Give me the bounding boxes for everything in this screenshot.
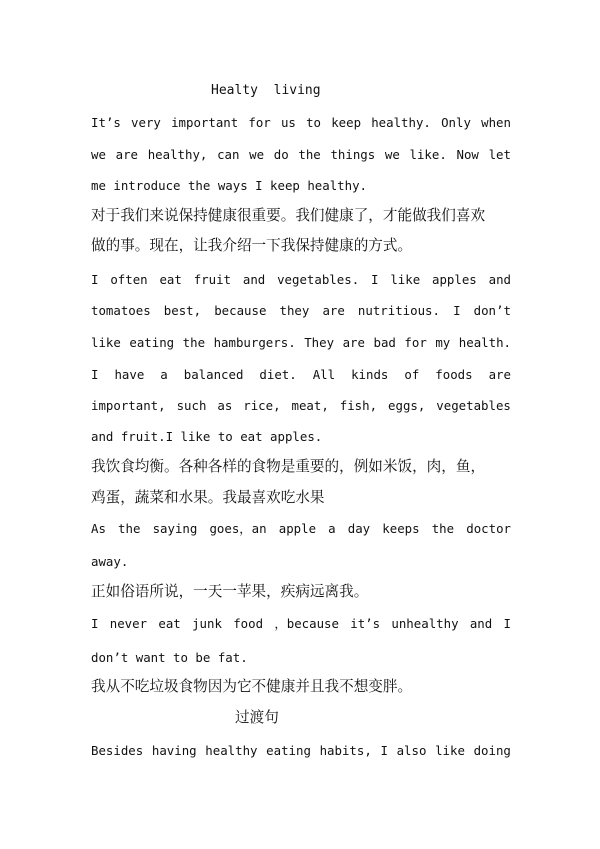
word: such [176,398,207,413]
word: apples [432,272,477,287]
word: the [182,335,206,350]
word: of [404,367,420,382]
word: I [371,272,379,287]
paragraph-1-line-1 [91,114,511,132]
word: All [312,367,336,382]
word: doctor [466,521,511,536]
word: I [91,272,99,287]
document-title: Healty living [211,83,321,98]
word: It’s [91,115,121,130]
word: are [488,367,511,382]
word: healthy. [371,115,431,130]
word: eat [158,616,181,631]
word: very [131,115,161,130]
word: eat [159,272,182,287]
word: Only [441,115,471,130]
word: eggs, [388,398,426,413]
word: day [347,521,371,536]
word: we [384,147,400,162]
word: to [306,115,321,130]
word: fruit [193,272,232,287]
word: my [435,335,451,350]
paragraph-1-line-2 [91,146,511,164]
word: unhealthy [391,616,459,631]
word: I [91,367,99,382]
word: a [160,367,168,382]
word: and [469,616,493,631]
word: are [322,303,345,318]
word: also [396,743,427,758]
translation-2-line-2: 鸡蛋，蔬菜和水果。我最喜欢吃水果 [91,489,325,506]
word: fish, [339,398,378,413]
paragraph-2-line-5 [91,397,511,415]
translation-4-line-1: 我从不吃垃圾食物因为它不健康并且我不想变胖。 [91,678,413,695]
word: us [280,115,296,130]
word: and [488,272,511,287]
word: we [91,147,106,162]
word: are [342,335,365,350]
paragraph-2-line-3 [91,334,511,352]
word: we [249,147,265,162]
word: saying [152,521,198,536]
word: important [171,115,239,130]
word: healthy, [147,147,208,162]
paragraph-2-line-6: and fruit.I like to eat apples. [91,429,323,444]
translation-3-line-1: 正如俗语所说，一天一苹果，疾病远离我。 [91,583,369,600]
translation-1-line-2: 做的事。现在，让我介绍一下我保持健康的方式。 [91,237,413,254]
word: a [328,521,336,536]
translation-2-line-1: 我饮食均衡。各种各样的食物是重要的，例如米饭，肉，鱼， [91,458,486,475]
word: because [214,303,267,318]
word: diet. [259,367,297,382]
word: rice, [243,398,281,413]
word: don’t [473,303,511,318]
word: habits, [319,743,372,758]
word: never [109,616,148,631]
paragraph-4-line-2: don’t want to be fat. [91,650,248,665]
word: I [91,616,99,631]
word: important, [91,398,166,413]
word: they [279,303,310,318]
word: eating [129,335,175,350]
paragraph-3-line-1 [91,520,511,538]
word: as [217,398,233,413]
word: I [503,616,511,631]
word: As [91,521,106,536]
word: nutritious. [357,303,440,318]
word: when [481,115,511,130]
word: eating [266,743,311,758]
word: health. [458,335,511,350]
word: the [118,521,141,536]
word: tomatoes [91,303,151,318]
word: Besides [91,743,144,758]
word: I [380,743,388,758]
paragraph-2-line-1 [91,271,511,289]
word: it’s [350,616,381,631]
word: ，because [274,616,339,631]
word: Now [456,147,479,162]
paragraph-1-line-3: me introduce the ways I keep healthy. [91,178,368,193]
word: do [273,147,289,162]
word: like. [409,147,447,162]
word: keeps [382,521,420,536]
word: doing [473,743,511,758]
word: can [217,147,240,162]
word: like [390,272,421,287]
word: vegetables [436,398,511,413]
word: balanced [183,367,244,382]
paragraph-4-line-1 [91,615,511,633]
word: like [91,335,121,350]
word: have [114,367,145,382]
word: often [110,272,148,287]
word: are [115,147,138,162]
word: best, [163,303,202,318]
word: the [298,147,321,162]
word: I [453,303,461,318]
paragraph-2-line-2 [91,302,511,320]
paragraph-2-line-4 [91,366,511,384]
transition-heading: 过渡句 [235,709,279,726]
word: kinds [351,367,389,382]
word: goes，an [209,521,267,536]
word: keep [331,115,362,130]
word: for [404,335,427,350]
paragraph-5-line-1 [91,742,511,760]
word: food [233,616,264,631]
translation-1-line-1: 对于我们来说保持健康很重要。我们健康了，才能做我们喜欢 [91,207,486,224]
word: meat, [291,398,329,413]
word: junk [192,616,222,631]
paragraph-3-line-2: away. [91,554,129,569]
word: having [151,743,197,758]
word: bad [373,335,396,350]
word: hamburgers. [213,335,296,350]
word: and [242,272,266,287]
word: foods [435,367,473,382]
word: like [435,743,465,758]
word: apple [278,521,317,536]
word: healthy [205,743,258,758]
word: the [431,521,455,536]
word: let [488,147,511,162]
word: for [248,115,271,130]
word: things [330,147,376,162]
word: vegetables. [277,272,360,287]
word: They [304,335,335,350]
